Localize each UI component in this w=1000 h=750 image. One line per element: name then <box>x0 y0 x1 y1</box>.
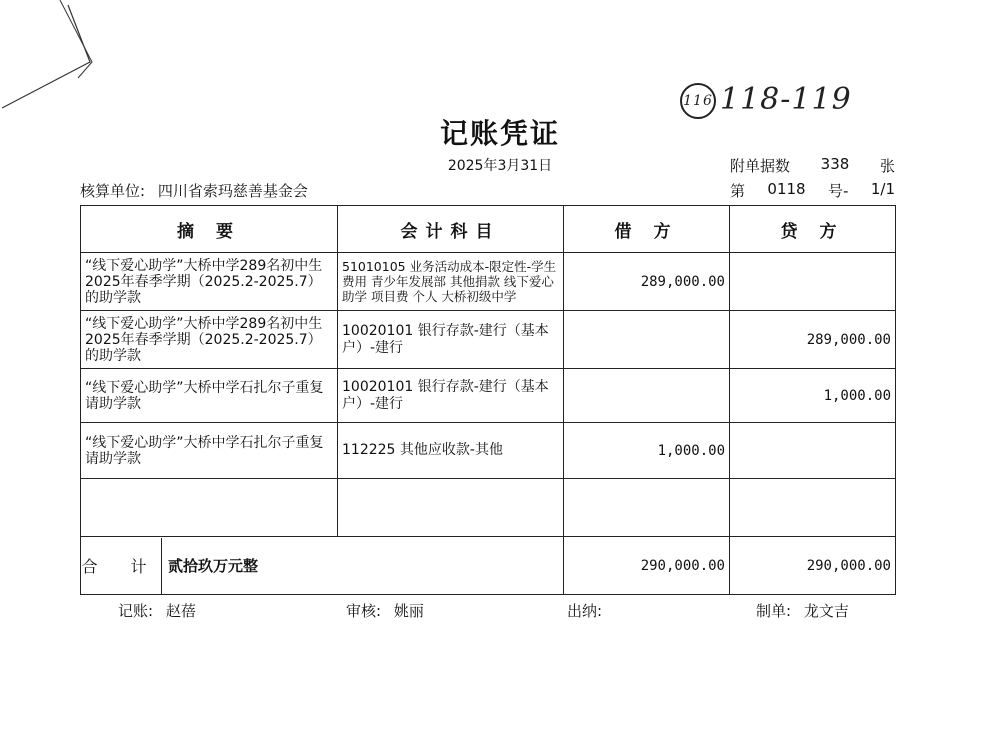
footer-bookkeeper <box>118 600 196 621</box>
row-account: 10020101 银行存款-建行（基本户）-建行 <box>338 311 564 369</box>
preparer-name: 龙文吉 <box>803 602 849 620</box>
table-row <box>81 311 896 369</box>
row-credit <box>730 423 896 479</box>
header-debit: 借 方 <box>564 206 730 253</box>
attachments-unit: 张 <box>879 157 895 175</box>
voucher-prefix: 第 <box>730 182 746 200</box>
row-account <box>338 479 564 537</box>
total-amount-words: 贰拾玖万元整 <box>168 557 259 575</box>
accounting-unit-name: 四川省索玛慈善基金会 <box>157 182 308 200</box>
header-credit: 贷 方 <box>730 206 896 253</box>
bookkeeper-name: 赵蓓 <box>165 602 196 620</box>
attachments-label: 附单据数 <box>730 157 791 175</box>
bookkeeper-label: 记账: <box>118 602 154 620</box>
row-summary: “线下爱心助学”大桥中学289名初中生2025年春季学期（2025.2-2025.7）的助学款 <box>81 311 338 369</box>
voucher-title: 记账凭证 <box>439 117 560 150</box>
row-summary: “线下爱心助学”大桥中学石扎尔子重复请助学款 <box>81 423 338 479</box>
row-debit <box>564 479 730 537</box>
handwritten-range: 118-119 <box>720 82 852 117</box>
table-row <box>81 369 896 423</box>
total-credit: 290,000.00 <box>730 537 896 595</box>
reviewer-label: 审核: <box>346 602 382 620</box>
table-row-empty <box>81 479 896 537</box>
accounting-unit <box>80 180 308 201</box>
row-summary <box>81 479 338 537</box>
row-summary: “线下爱心助学”大桥中学289名初中生2025年春季学期（2025.2-2025.7）的助学款 <box>81 253 338 311</box>
handwritten-circle-number: 116 <box>680 83 716 119</box>
row-credit: 1,000.00 <box>730 369 896 423</box>
table-row <box>81 253 896 311</box>
folded-corner-mark <box>0 0 110 120</box>
voucher-meta <box>730 155 895 201</box>
row-summary: “线下爱心助学”大桥中学石扎尔子重复请助学款 <box>81 369 338 423</box>
row-debit: 289,000.00 <box>564 253 730 311</box>
handwritten-annotation <box>680 82 852 119</box>
voucher-date: 2025年3月31日 <box>447 158 553 174</box>
row-credit <box>730 479 896 537</box>
voucher-number: 0118 <box>767 180 806 198</box>
row-debit <box>564 369 730 423</box>
preparer-label: 制单: <box>756 602 792 620</box>
row-account: 112225 其他应收款-其他 <box>338 423 564 479</box>
header-summary: 摘 要 <box>81 206 338 253</box>
row-debit <box>564 311 730 369</box>
voucher-suffix: 号- <box>828 182 849 200</box>
accounting-unit-label: 核算单位: <box>80 182 146 200</box>
footer-preparer <box>756 600 849 621</box>
attachments-count: 338 <box>820 155 850 173</box>
total-debit: 290,000.00 <box>564 537 730 595</box>
footer-cashier <box>567 600 610 621</box>
row-account: 51010105 业务活动成本-限定性-学生费用 青少年发展部 其他捐款 线下爱心助学 项目费 个人 大桥初级中学 <box>338 253 564 311</box>
voucher-page: 1/1 <box>870 180 895 198</box>
total-row <box>81 537 896 595</box>
row-credit: 289,000.00 <box>730 311 896 369</box>
footer-reviewer <box>346 600 424 621</box>
cashier-label: 出纳: <box>567 602 603 620</box>
reviewer-name: 姚丽 <box>393 602 424 620</box>
voucher-table <box>80 205 896 595</box>
table-header-row <box>81 206 896 253</box>
total-label: 合 计 <box>81 538 162 594</box>
table-row <box>81 423 896 479</box>
row-credit <box>730 253 896 311</box>
total-cell <box>81 537 564 595</box>
row-debit: 1,000.00 <box>564 423 730 479</box>
row-account: 10020101 银行存款-建行（基本户）-建行 <box>338 369 564 423</box>
header-account: 会计科目 <box>338 206 564 253</box>
